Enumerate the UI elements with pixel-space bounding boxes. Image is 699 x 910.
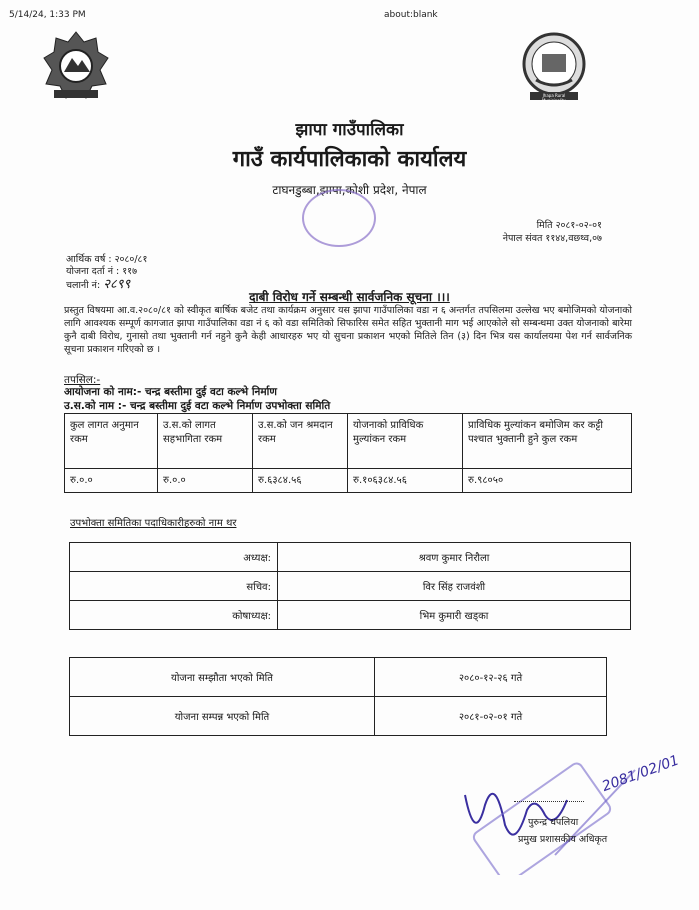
- official-row: [70, 572, 631, 601]
- emblem-caption: Jhapa Rural Municipality: [541, 93, 567, 103]
- cost-header-cell: कुल लागत अनुमान रकम: [65, 414, 158, 469]
- nepal-government-emblem: [40, 28, 112, 106]
- fiscal-year: आर्थिक वर्ष : २०८०/८१: [66, 254, 148, 265]
- cost-header-cell: उ.स.को जन श्रमदान रकम: [253, 414, 348, 469]
- official-role: सचिव:: [70, 572, 278, 601]
- notice-body: प्रस्तुत विषयमा आ.व.२०८०/८१ को स्वीकृत बार्षिक बजेट तथा कार्यक्रम अनुसार यस झापा गाउँपालिका वडा न ६ अन्तर्गत तपसिलमा उल्लेख भए बमोजिमको योजनाको लागि आवश्यक सम्पूर्ण कागजात झापा गाउँपालिका वडा नं ६ को वडा समितिको सिफारिस समेत सहित भुक्तानी माग भई आएकोले सो सम्बन्धमा उक्त योजनाको बारेमा कुनै दाबी विरोध, गुनासो तथा भुक्तानी गर्न नहुने कुनै केही आधारहरु भए यो सुचना प्रकाशन भएको मितिले तिन (३) दिन भित्र यस कार्यालयमा पेश गर्न सार्वजनिक सूचना प्रकाशन गरिएको छ ।: [64, 305, 632, 355]
- date-label: योजना सम्झौता भएको मिति: [70, 658, 375, 697]
- signatory-designation: प्रमुख प्रशासकीय अधिकृत: [518, 834, 608, 845]
- signatory-name: पुरुन्द्र धपलिया: [528, 817, 579, 828]
- date-label: योजना सम्पन्न भएको मिति: [70, 697, 375, 736]
- print-url: about:blank: [384, 10, 438, 20]
- cost-header-cell: प्राविधिक मुल्यांकन बमोजिम कर कट्टी पश्चात भुक्तानी हुने कुल रकम: [463, 414, 632, 469]
- handwritten-date: 2081/02/01: [600, 752, 682, 796]
- print-datetime: 5/14/24, 1:33 PM: [9, 10, 86, 20]
- registration-number: योजना दर्ता नं : ११७: [66, 266, 138, 277]
- official-role: कोषाध्यक्ष:: [70, 601, 278, 630]
- official-name: भिम कुमारी खड्का: [278, 601, 631, 630]
- cost-value-cell: रु.०.०: [65, 469, 158, 493]
- cost-value-cell: रु.९८०५०: [463, 469, 632, 493]
- date-row: [70, 697, 607, 736]
- cost-table: [64, 413, 632, 493]
- letter-date: मिति २०८१-०२-०१: [536, 220, 602, 231]
- office-name: झापा गाउँपालिका: [295, 120, 404, 140]
- cost-value-cell: रु.१०६३८४.५६: [348, 469, 463, 493]
- date-row: [70, 658, 607, 697]
- signature-line: [514, 801, 584, 802]
- cost-value-row: [65, 469, 632, 493]
- office-stamp: [302, 189, 376, 247]
- dispatch-number: २८९९: [103, 277, 131, 292]
- dispatch-label: चलानी नं:: [66, 280, 101, 291]
- official-name: श्रवण कुमार निरौला: [278, 543, 631, 572]
- office-title: गाउँ कार्यपालिकाको कार्यालय: [232, 147, 467, 172]
- officials-table: [69, 542, 631, 630]
- cost-header-cell: योजनाको प्राविधिक मुल्यांकन रकम: [348, 414, 463, 469]
- cost-value-cell: रु.०.०: [158, 469, 253, 493]
- date-value: २०८१-०२-०१ गते: [375, 697, 607, 736]
- details-label: तपसिल:-: [64, 374, 101, 386]
- officials-heading: उपभोक्ता समितिका पदाधिकारीहरुको नाम थर: [70, 518, 237, 529]
- project-dates-table: [69, 657, 607, 736]
- official-role: अध्यक्ष:: [70, 543, 278, 572]
- cost-header-cell: उ.स.को लागत सहभागिता रकम: [158, 414, 253, 469]
- committee-name: उ.स.को नाम :- चन्द्र बस्तीमा दुई वटा कल्भे निर्माण उपभोक्ता समिति: [64, 400, 331, 412]
- cost-header-row: [65, 414, 632, 469]
- official-row: [70, 601, 631, 630]
- notice-title: दाबी विरोध गर्ने सम्बन्धी सार्वजनिक सूचना ।।।: [249, 290, 450, 304]
- nepal-samvat-date: नेपाल संवत ११४४,वछ्थ्व,०७: [502, 233, 602, 244]
- official-name: विर सिंह राजवंशी: [278, 572, 631, 601]
- project-name: आयोजना को नाम:- चन्द्र बस्तीमा दुई वटा कल्भे निर्माण: [64, 386, 277, 398]
- office-address: टाघनडुब्बा,झापा,कोशी प्रदेश, नेपाल: [272, 183, 427, 197]
- date-value: २०८०-१२-२६ गते: [375, 658, 607, 697]
- cost-value-cell: रु.६३८४.५६: [253, 469, 348, 493]
- official-row: [70, 543, 631, 572]
